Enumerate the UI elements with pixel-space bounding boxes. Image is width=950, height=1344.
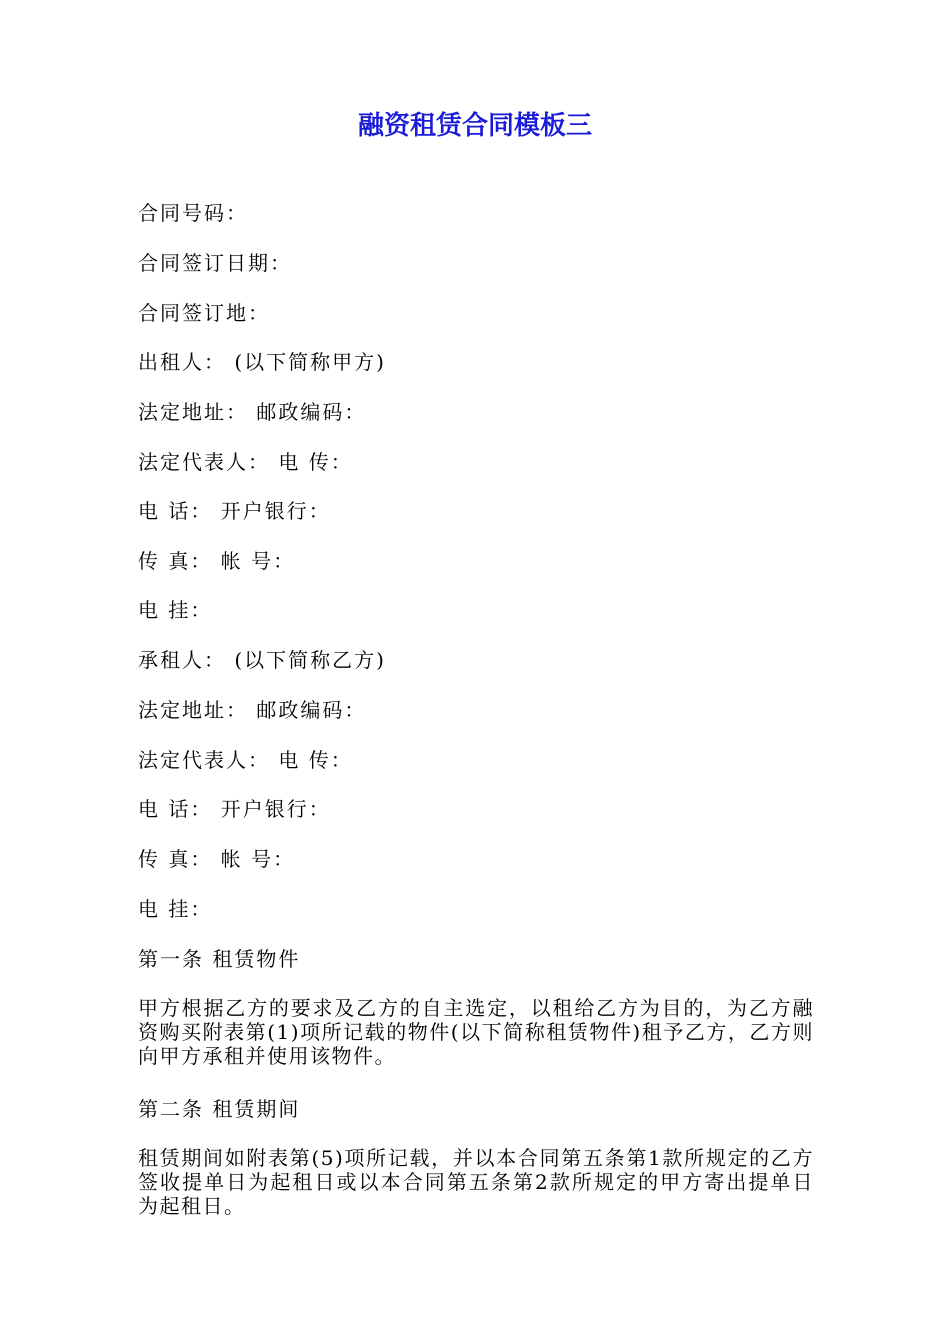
lessor-line: 出租人： (以下简称甲方)	[138, 350, 386, 374]
article1-heading: 第一条 租赁物件	[138, 947, 301, 971]
lessor-phone-line: 电 话： 开户银行：	[138, 499, 331, 523]
lessee-fax-line: 传 真： 帐 号：	[138, 847, 296, 871]
lessee-phone-line: 电 话： 开户银行：	[138, 797, 331, 821]
lessee-line: 承租人： (以下简称乙方)	[138, 648, 386, 672]
article1-body: 甲方根据乙方的要求及乙方的自主选定，以租给乙方为目的，为乙方融资购买附表第(1)项所记载的物件(以下简称租赁物件)租予乙方，乙方则向甲方承租并使用该物件。	[138, 996, 814, 1068]
article2-heading: 第二条 租赁期间	[138, 1097, 301, 1121]
signing-date-line: 合同签订日期：	[138, 251, 292, 275]
lessor-representative-line: 法定代表人： 电 传：	[138, 450, 353, 474]
lessee-representative-line: 法定代表人： 电 传：	[138, 748, 353, 772]
signing-place-line: 合同签订地：	[138, 301, 270, 325]
lessee-address-line: 法定地址： 邮政编码：	[138, 698, 367, 722]
lessee-cable-line: 电 挂：	[138, 897, 213, 921]
document-title: 融资租赁合同模板三	[357, 111, 592, 141]
lessor-fax-line: 传 真： 帐 号：	[138, 549, 296, 573]
article2-body: 租赁期间如附表第(5)项所记载，并以本合同第五条第1款所规定的乙方签收提单日为起租日或以本合同第五条第2款所规定的甲方寄出提单日为起租日。	[138, 1146, 814, 1218]
contract-number-line: 合同号码：	[138, 201, 248, 225]
lessor-address-line: 法定地址： 邮政编码：	[138, 400, 367, 424]
lessor-cable-line: 电 挂：	[138, 598, 213, 622]
